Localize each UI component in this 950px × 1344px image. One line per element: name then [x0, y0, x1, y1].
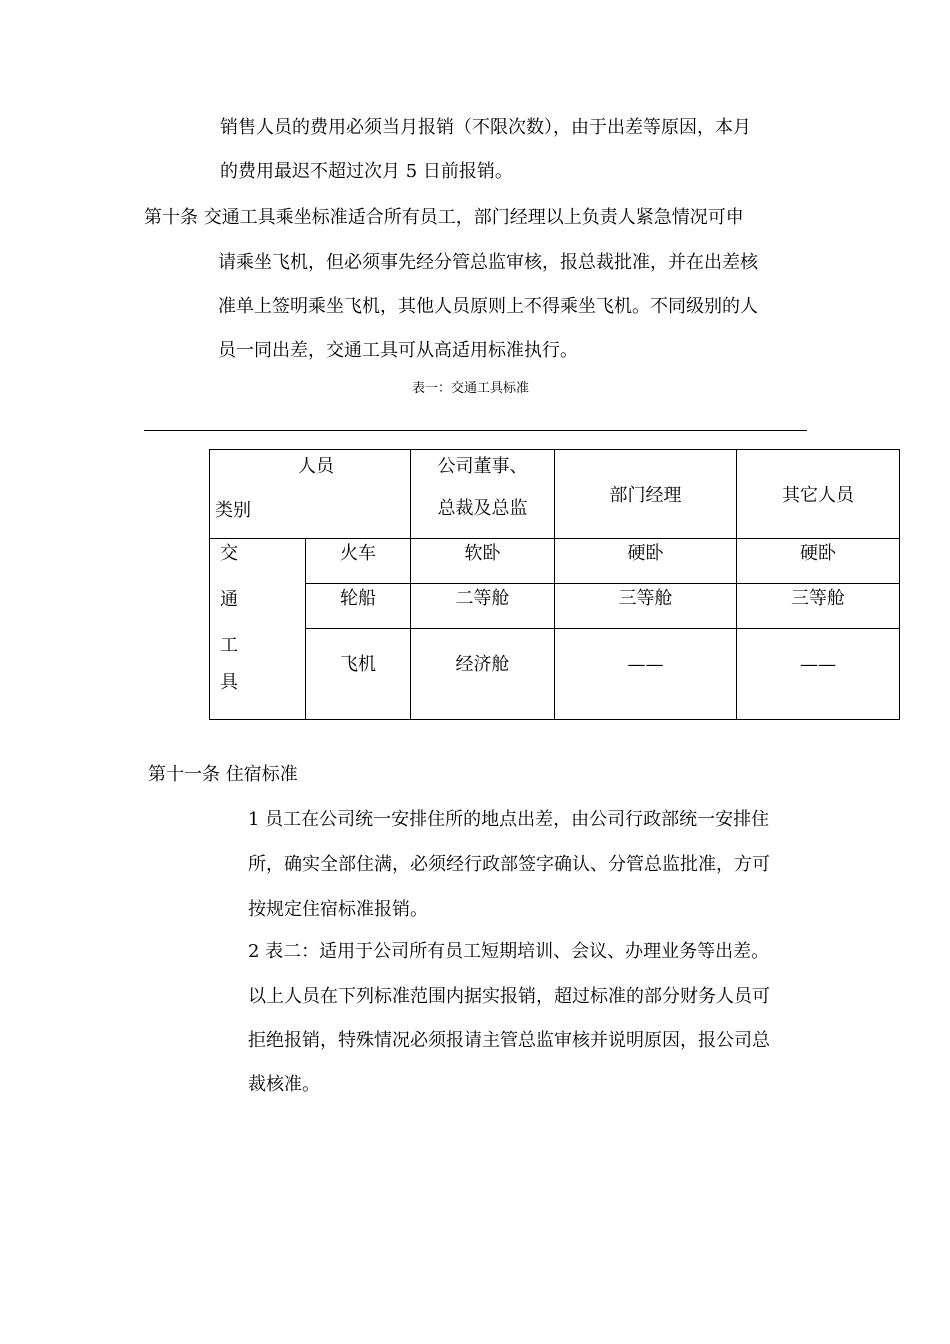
- paragraph-line: 拒绝报销，特殊情况必须报请主管总监审核并说明原因，报公司总: [248, 1030, 770, 1051]
- paragraph-line: 1 员工在公司统一安排住所的地点出差，由公司行政部统一安排住: [248, 809, 770, 830]
- table-cell: ——: [737, 629, 900, 720]
- table-cell: 硬卧: [555, 539, 737, 584]
- article-10-heading-line: 第十条 交通工具乘坐标准适合所有员工，部门经理以上负责人紧急情况可申: [144, 207, 744, 228]
- table-cell: 二等舱: [411, 584, 555, 629]
- header-executives: [411, 450, 555, 539]
- header-other-staff-label: 其它人员: [782, 485, 854, 506]
- table-cell: 三等舱: [737, 584, 900, 629]
- table-cell: 三等舱: [555, 584, 737, 629]
- paragraph-line: 员一同出差，交通工具可从高适用标准执行。: [218, 340, 578, 361]
- table-corner-header: [210, 450, 411, 539]
- paragraph-line: 按规定住宿标准报销。: [248, 899, 428, 920]
- header-other-staff: [737, 450, 900, 539]
- paragraph-line: 请乘坐飞机，但必须事先经分管总监审核，报总裁批准，并在出差核: [218, 252, 758, 273]
- header-category: 类别: [215, 500, 251, 521]
- transport-type-ship: 轮船: [306, 584, 411, 629]
- transport-standard-table: [209, 449, 900, 720]
- paragraph-line: 裁核准。: [248, 1074, 320, 1095]
- paragraph-line: 的费用最迟不超过次月 5 日前报销。: [220, 161, 513, 182]
- article-11-heading: 第十一条 住宿标准: [148, 764, 298, 785]
- header-executives-line2: 总裁及总监: [437, 498, 528, 519]
- category-char: 交: [220, 543, 238, 564]
- header-personnel: 人员: [298, 456, 334, 477]
- table-cell: ——: [555, 629, 737, 720]
- transport-type-train: 火车: [306, 539, 411, 584]
- category-transport: [210, 539, 306, 720]
- paragraph-line: 以上人员在下列标准范围内据实报销，超过标准的部分财务人员可: [248, 986, 770, 1007]
- header-department-manager: [555, 450, 737, 539]
- table-cell: 经济舱: [411, 629, 555, 720]
- table-cell: 硬卧: [737, 539, 900, 584]
- category-char: 通: [220, 589, 238, 610]
- table-cell: 软卧: [411, 539, 555, 584]
- header-executives-line1: 公司董事、: [437, 456, 528, 477]
- paragraph-line: 准单上签明乘坐飞机，其他人员原则上不得乘坐飞机。不同级别的人: [218, 296, 758, 317]
- category-char: 具: [220, 672, 238, 693]
- table-caption: 表一：交通工具标准: [412, 381, 530, 396]
- horizontal-rule: [144, 430, 807, 431]
- paragraph-line: 2 表二：适用于公司所有员工短期培训、会议、办理业务等出差。: [248, 941, 770, 962]
- transport-type-plane: 飞机: [306, 629, 411, 720]
- category-char: 工: [220, 635, 238, 656]
- header-department-manager-label: 部门经理: [609, 485, 682, 506]
- paragraph-line: 销售人员的费用必须当月报销（不限次数），由于出差等原因，本月: [220, 117, 751, 138]
- paragraph-line: 所，确实全部住满，必须经行政部签字确认、分管总监批准，方可: [248, 854, 770, 875]
